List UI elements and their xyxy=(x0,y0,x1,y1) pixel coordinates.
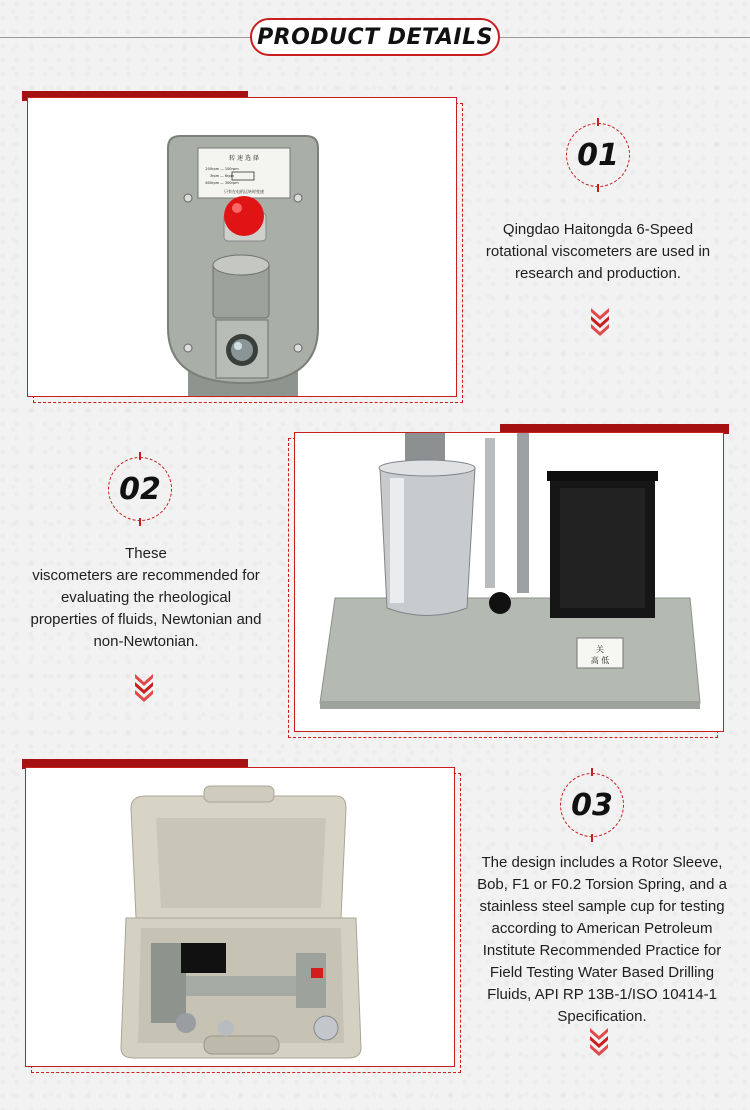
text-line: The design includes a Rotor Sleeve, xyxy=(481,854,723,871)
number-badge-02 xyxy=(108,457,172,521)
panel-label-line-1: 转 速 选 择 xyxy=(229,155,259,162)
viscometer-control-panel-image xyxy=(28,98,457,397)
number-badge-03 xyxy=(560,773,624,837)
text-line: according to American Petroleum xyxy=(491,920,713,937)
panel-label-line-5: 只有在电机运转时变速 xyxy=(224,189,264,194)
viscometer-base-image xyxy=(295,433,724,732)
text-line: non-Newtonian. xyxy=(93,633,199,650)
chevron-down-icon xyxy=(133,672,155,707)
product-photo-2 xyxy=(294,432,724,732)
chevron-down-icon xyxy=(589,306,611,341)
text-line: stainless steel sample cup for testing xyxy=(479,898,725,915)
header-pill xyxy=(250,18,500,56)
text-line: Bob, F1 or F0.2 Torsion Spring, and a xyxy=(477,876,727,893)
panel-label-line-2: 200rpm — 100rpm xyxy=(205,167,239,171)
section-header xyxy=(0,14,750,62)
section-3-description xyxy=(462,852,742,1028)
section-1-description: Qingdao Haitongda 6-Speed rotational viscometers are used in research and production. xyxy=(485,221,711,282)
text-line: properties of fluids, Newtonian and xyxy=(30,611,262,628)
switch-label-speed: 高 低 xyxy=(590,656,610,665)
number-badge-01 xyxy=(566,123,630,187)
text-line: Institute Recommended Practice for xyxy=(482,942,722,959)
header-rule-right xyxy=(495,37,750,38)
panel-label-line-3: 3rpm — 6rpm xyxy=(209,174,235,178)
text-line: evaluating the rheological xyxy=(60,589,232,606)
text-line: viscometers are recommended for xyxy=(32,567,260,584)
chevron-down-icon xyxy=(588,1026,610,1061)
text-line: Field Testing Water Based Drilling xyxy=(489,964,715,981)
viscometer-carry-case-image xyxy=(26,768,455,1067)
product-photo-3 xyxy=(25,767,455,1067)
page-title: PRODUCT DETAILS xyxy=(257,24,493,50)
text-line: These xyxy=(125,545,167,562)
text-line: Specification. xyxy=(557,1008,647,1025)
panel-label-line-4: 600rpm — 300rpm xyxy=(205,181,239,185)
section-number: 01 xyxy=(577,137,619,173)
switch-label-off: 关 xyxy=(596,645,604,654)
header-rule-left xyxy=(0,37,255,38)
section-number: 03 xyxy=(571,787,613,823)
section-2-description xyxy=(10,543,282,653)
text-line: Fluids, API RP 13B-1/ISO 10414-1 xyxy=(487,986,717,1003)
section-number: 02 xyxy=(119,471,161,507)
product-photo-1 xyxy=(27,97,457,397)
